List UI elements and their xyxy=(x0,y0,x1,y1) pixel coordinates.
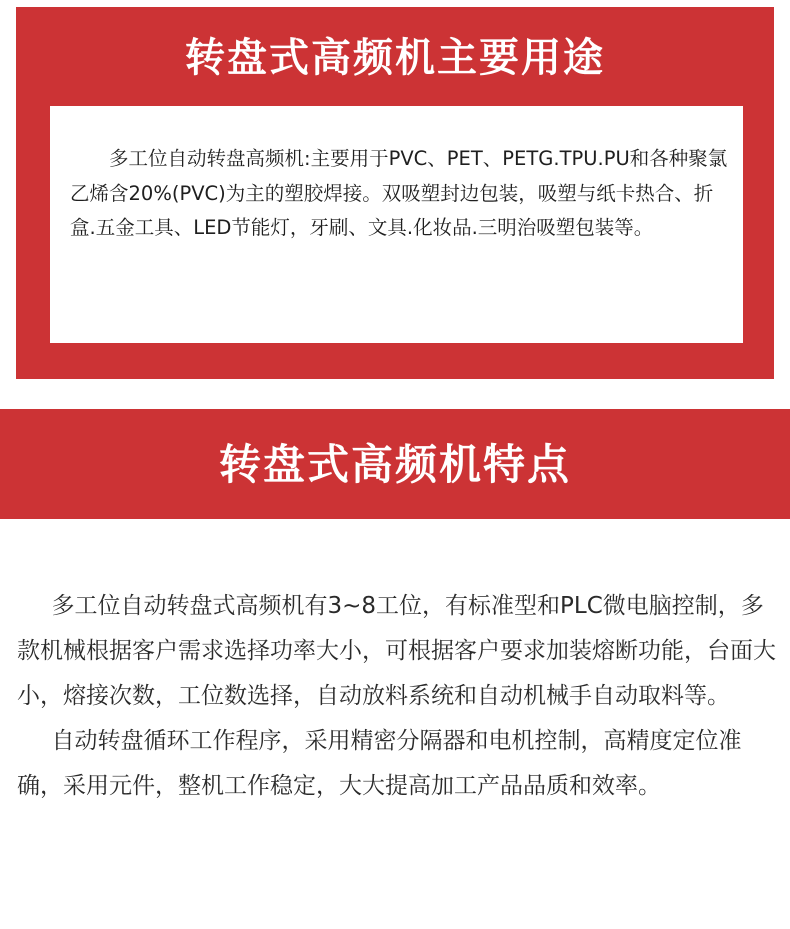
usage-section-title: 转盘式高频机主要用途 xyxy=(185,35,605,81)
usage-section-panel xyxy=(16,7,774,379)
usage-description: 多工位自动转盘高频机:主要用于PVC、PET、PETG.TPU.PU和各种聚氯乙烯含20%(PVC)为主的塑胶焊接。双吸塑封边包装，吸塑与纸卡热合、折盒.五金工具、LED节能灯，牙刷、文具.化妆品.三明治吸塑包装等。 xyxy=(70,147,728,239)
features-body xyxy=(17,584,777,809)
features-paragraph-stations: 多工位自动转盘式高频机有3~8工位，有标准型和PLC微电脑控制，多款机械根据客户需求选择功率大小，可根据客户要求加装熔断功能，台面大小，熔接次数，工位数选择，自动放料系统和自动机械手自动取料等。 xyxy=(17,593,776,709)
features-section-title: 转盘式高频机特点 xyxy=(218,440,571,489)
features-section-banner xyxy=(0,409,790,519)
features-paragraph-turntable: 自动转盘循环工作程序，采用精密分隔器和电机控制，高精度定位准确，采用元件，整机工作稳定，大大提高加工产品品质和效率。 xyxy=(17,728,742,799)
usage-text-box xyxy=(50,106,743,343)
